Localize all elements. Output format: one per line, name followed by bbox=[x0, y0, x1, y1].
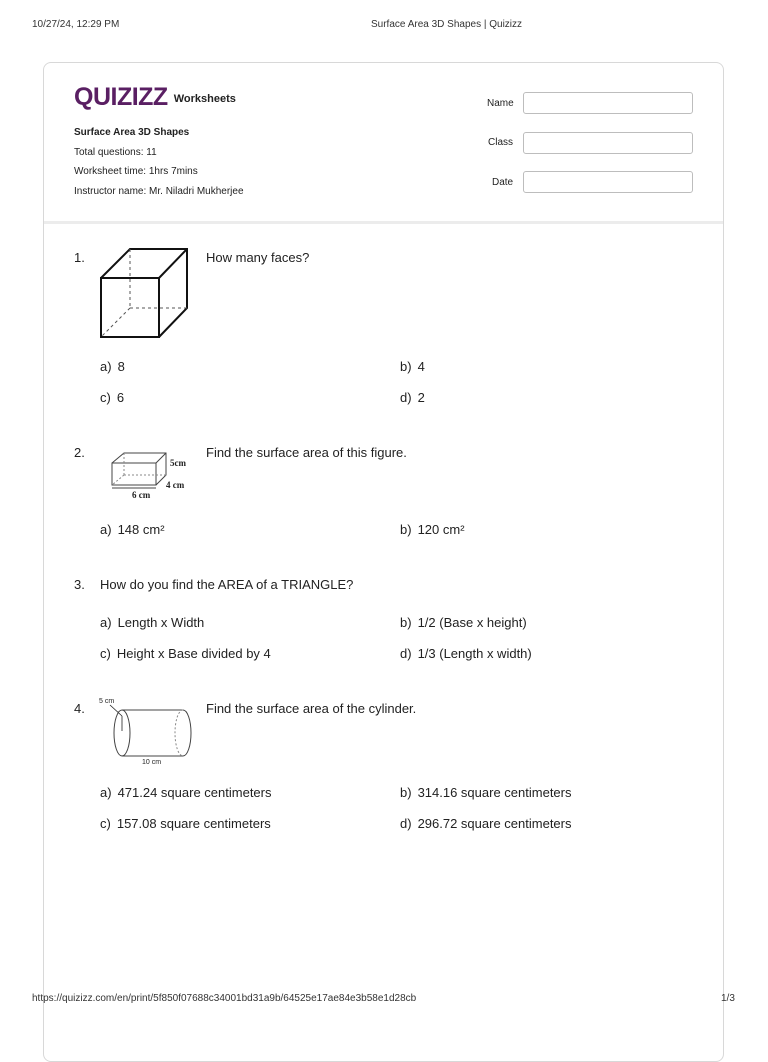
question-3-option-a[interactable] bbox=[100, 615, 204, 630]
option-text: 1/2 (Base x height) bbox=[417, 615, 527, 630]
option-text: Length x Width bbox=[117, 615, 205, 630]
rectangular-prism-figure bbox=[106, 448, 196, 502]
name-field[interactable] bbox=[523, 92, 693, 114]
option-text: 2 bbox=[417, 390, 425, 405]
print-page-title: Surface Area 3D Shapes | Quizizz bbox=[371, 19, 523, 30]
prism-height-label: 5cm bbox=[170, 458, 186, 468]
prism-depth-label: 4 cm bbox=[166, 480, 185, 490]
worksheet-header bbox=[44, 63, 723, 223]
option-text: 120 cm² bbox=[417, 522, 465, 537]
option-letter: d) bbox=[400, 646, 412, 661]
option-letter: a) bbox=[100, 522, 112, 537]
question-1-option-d[interactable] bbox=[400, 390, 425, 405]
question-3-number: 3. bbox=[74, 577, 85, 592]
question-3-option-c[interactable] bbox=[100, 646, 271, 661]
question-1-text: How many faces? bbox=[206, 250, 310, 265]
class-label: Class bbox=[488, 137, 514, 148]
option-text: 6 bbox=[116, 390, 125, 405]
question-2-option-a[interactable] bbox=[100, 522, 165, 537]
question-4-option-d[interactable] bbox=[400, 816, 572, 831]
total-questions: Total questions: 11 bbox=[74, 147, 157, 158]
worksheet-card bbox=[43, 62, 724, 1062]
option-letter: b) bbox=[400, 615, 412, 630]
class-field[interactable] bbox=[523, 132, 693, 154]
date-label: Date bbox=[492, 177, 514, 188]
date-field[interactable] bbox=[523, 171, 693, 193]
option-text: Height x Base divided by 4 bbox=[116, 646, 271, 661]
option-text: 314.16 square centimeters bbox=[417, 785, 572, 800]
question-4-text: Find the surface area of the cylinder. bbox=[206, 701, 417, 716]
question-3-text: How do you find the AREA of a TRIANGLE? bbox=[100, 577, 354, 592]
question-4-number: 4. bbox=[74, 701, 85, 716]
print-page-number: 1/3 bbox=[721, 993, 735, 1004]
option-text: 296.72 square centimeters bbox=[417, 816, 572, 831]
cylinder-radius-label: 5 cm bbox=[99, 698, 115, 705]
logo-product: Worksheets bbox=[173, 92, 236, 105]
option-letter: b) bbox=[400, 785, 412, 800]
quizizz-logo bbox=[74, 83, 236, 112]
question-1-option-a[interactable] bbox=[100, 359, 125, 374]
cube-figure bbox=[98, 246, 192, 342]
question-4-option-c[interactable] bbox=[100, 816, 271, 831]
question-3-option-d[interactable] bbox=[400, 646, 532, 661]
question-1-option-b[interactable] bbox=[400, 359, 425, 374]
option-letter: a) bbox=[100, 359, 112, 374]
instructor-name: Instructor name: Mr. Niladri Mukherjee bbox=[74, 186, 244, 197]
option-letter: c) bbox=[100, 646, 111, 661]
print-url: https://quizizz.com/en/print/5f850f07688c34001bd31a9b/64525e17ae84e3b58e1d28cb bbox=[32, 993, 417, 1004]
worksheet-title: Surface Area 3D Shapes bbox=[74, 127, 190, 138]
option-letter: a) bbox=[100, 615, 112, 630]
logo-brand: QUIZIZZ bbox=[74, 83, 168, 111]
question-1-number: 1. bbox=[74, 250, 85, 265]
question-1-option-c[interactable] bbox=[100, 390, 124, 405]
option-text: 8 bbox=[117, 359, 125, 374]
question-2-option-b[interactable] bbox=[400, 522, 465, 537]
option-text: 148 cm² bbox=[117, 522, 165, 537]
option-text: 4 bbox=[417, 359, 425, 374]
option-letter: c) bbox=[100, 390, 111, 405]
header-divider bbox=[44, 221, 723, 224]
prism-width-label: 6 cm bbox=[132, 490, 151, 500]
option-letter: a) bbox=[100, 785, 112, 800]
option-text: 157.08 square centimeters bbox=[116, 816, 271, 831]
option-letter: b) bbox=[400, 522, 412, 537]
option-letter: d) bbox=[400, 816, 412, 831]
question-2-text: Find the surface area of this figure. bbox=[206, 445, 407, 460]
question-4-option-a[interactable] bbox=[100, 785, 272, 800]
name-label: Name bbox=[487, 98, 514, 109]
question-4-option-b[interactable] bbox=[400, 785, 572, 800]
cylinder-figure bbox=[96, 694, 196, 768]
print-datetime: 10/27/24, 12:29 PM bbox=[32, 19, 120, 30]
option-letter: c) bbox=[100, 816, 111, 831]
question-2-number: 2. bbox=[74, 445, 85, 460]
option-text: 471.24 square centimeters bbox=[117, 785, 272, 800]
option-letter: d) bbox=[400, 390, 412, 405]
option-text: 1/3 (Length x width) bbox=[417, 646, 532, 661]
option-letter: b) bbox=[400, 359, 412, 374]
cylinder-length-label: 10 cm bbox=[142, 759, 162, 766]
worksheet-time: Worksheet time: 1hrs 7mins bbox=[74, 166, 198, 177]
question-3-option-b[interactable] bbox=[400, 615, 527, 630]
